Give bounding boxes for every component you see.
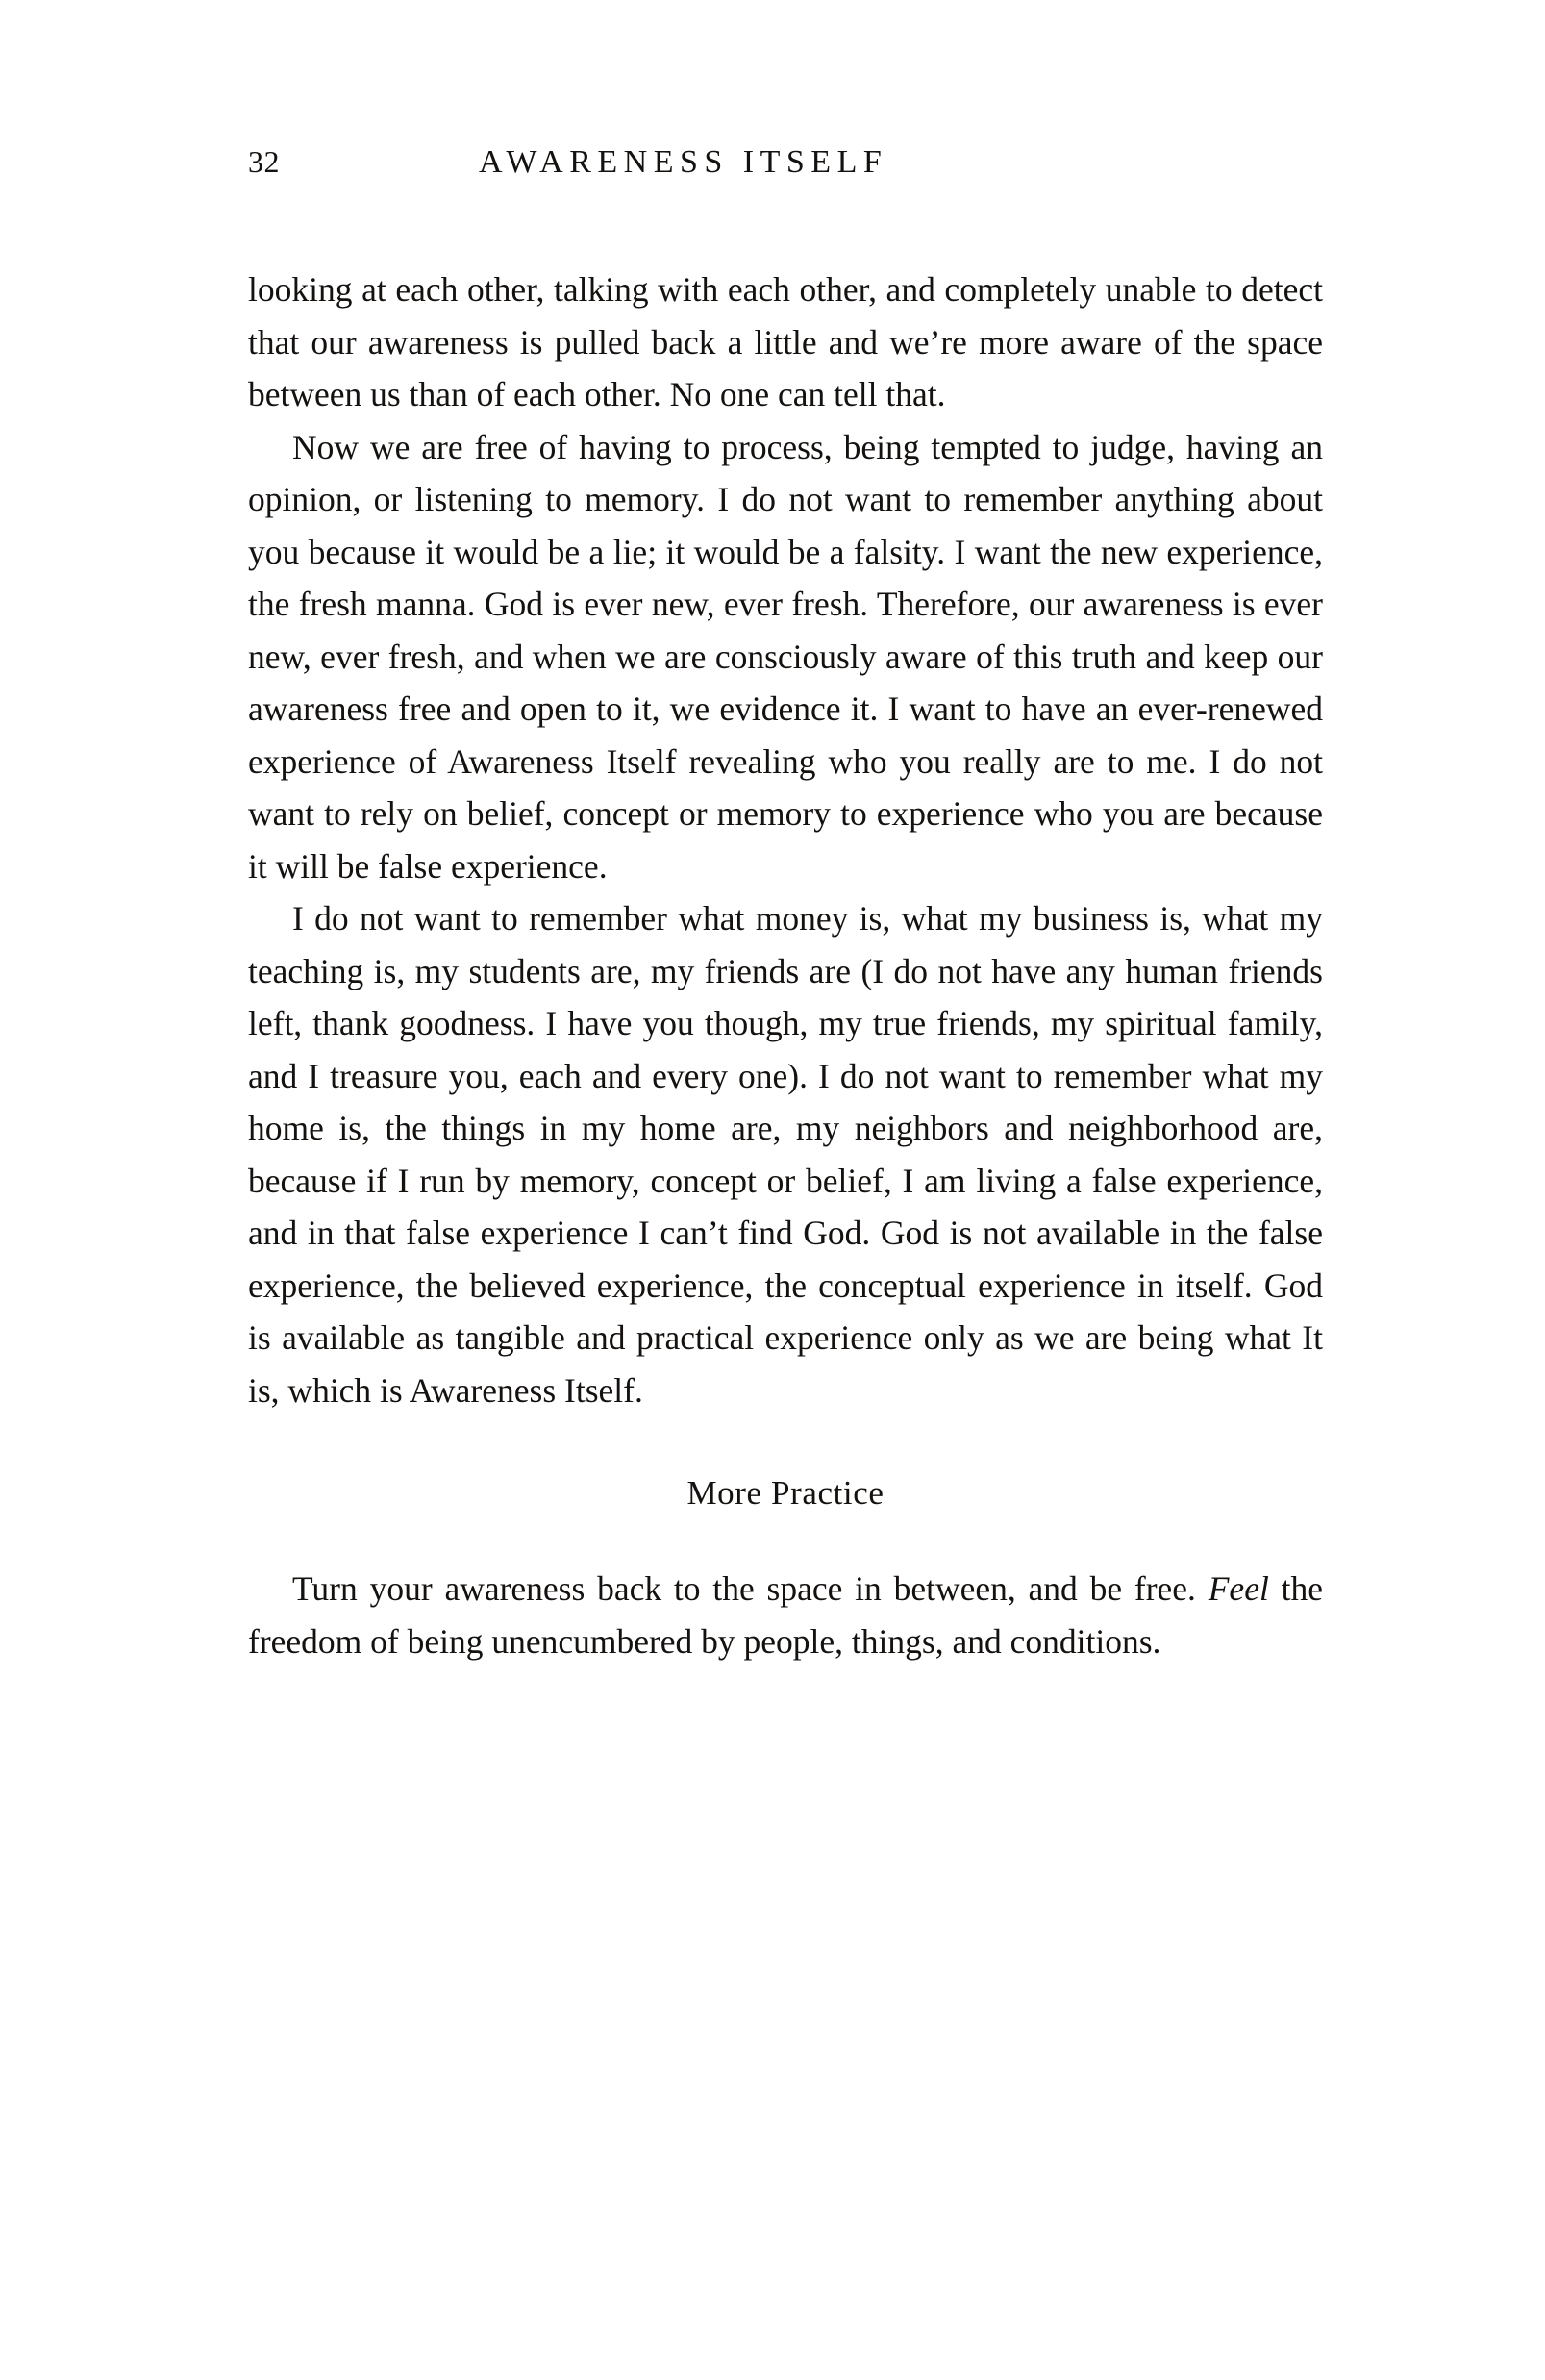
- practice-emphasis: Feel: [1208, 1569, 1269, 1608]
- paragraph-3: I do not want to remember what money is, what my business is, what my teaching is, my students are, my friends are (I do not have any human friends left, thank goodness. I have you though, my true friends, my spiritual family, and I treasure you, each and every one). I do not want to remember what my home is, the things in my home are, my neighbors and neighborhood are, because if I run by memory, concept or belief, I am living a false experience, and in that false experience I can’t find God. God is not available in the false experience, the believed experience, the conceptual experience in itself. God is available as tangible and practical experience only as we are being what It is, which is Awareness Itself.: [248, 899, 1323, 1410]
- page-content: [248, 144, 1323, 1667]
- practice-text-after: the freedom of being unencumbered by people, things, and conditions.: [248, 1569, 1323, 1661]
- paragraph-1: looking at each other, talking with each other, and completely unable to detect that our awareness is pulled back a little and we’re more aware of the space between us than of each other. No one can tell that.: [248, 270, 1323, 413]
- practice-text-before: Turn your awareness back to the space in between, and be free.: [292, 1569, 1209, 1608]
- section-subheading: More Practice: [686, 1474, 885, 1512]
- running-head-title: AWARENESS ITSELF: [479, 144, 888, 180]
- practice-paragraph: [248, 1563, 1323, 1667]
- running-head: 32 AWARENESS ITSELF: [248, 144, 888, 180]
- paragraph-2: Now we are free of having to process, being tempted to judge, having an opinion, or listening to memory. I do not want to remember anything about you because it would be a lie; it would be a falsity. I want the new experience, the fresh manna. God is ever new, ever fresh. Therefore, our awareness is ever new, ever fresh, and when we are consciously aware of this truth and keep our awareness free and open to it, we evidence it. I want to have an ever-renewed experience of Awareness Itself revealing who you really are to me. I do not want to rely on belief, concept or memory to experience who you are because it will be false experience.: [248, 427, 1323, 886]
